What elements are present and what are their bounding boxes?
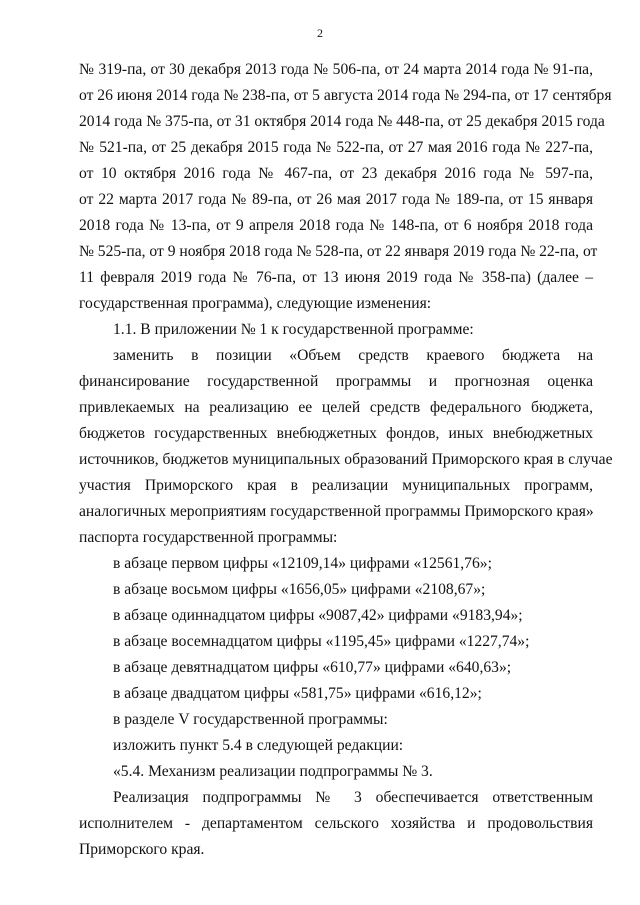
text-line: заменить в позиции «Объем средств краевого бюджета на [113,347,593,364]
text-line: от 26 июня 2014 года № 238-па, от 5 августа 2014 года № 294-па, от 17 сентября [79,87,612,104]
text-line: в разделе V государственной программы: [113,711,388,728]
text-line: в абзаце восьмом цифры «1656,05» цифрами «2108,67»; [113,581,486,598]
text-line: изложить пункт 5.4 в следующей редакции: [113,737,404,754]
text-line: бюджетов государственных внебюджетных фондов, иных внебюджетных [79,425,593,442]
text-line: № 521-па, от 25 декабря 2015 года № 522-па, от 27 мая 2016 года № 227-па, [79,139,593,156]
text-line: Приморского края. [79,841,205,858]
page-number: 2 [317,26,323,40]
text-line: 11 февраля 2019 года № 76-па, от 13 июня 2019 года № 358-па) (далее – [79,269,593,286]
text-line: аналогичных мероприятиям государственной программы Приморского края» [79,503,594,520]
text-line: государственная программа), следующие изменения: [79,295,432,312]
text-line: от 22 марта 2017 года № 89-па, от 26 мая 2017 года № 189-па, от 15 января [79,191,593,208]
text-line: паспорта государственной программы: [79,529,338,546]
text-line: участия Приморского края в реализации муниципальных программ, [79,477,593,494]
text-line: в абзаце первом цифры «12109,14» цифрами «12561,76»; [113,555,492,572]
text-line: в абзаце двадцатом цифры «581,75» цифрами «616,12»; [113,685,482,702]
text-line: Реализация подпрограммы № 3 обеспечивается ответственным [113,789,593,806]
text-line: в абзаце девятнадцатом цифры «610,77» цифрами «640,63»; [113,659,512,676]
text-line: исполнителем - департаментом сельского хозяйства и продовольствия [79,815,593,832]
text-line: № 525-па, от 9 ноября 2018 года № 528-па, от 22 января 2019 года № 22-па, от [79,243,598,260]
text-line: «5.4. Механизм реализации подпрограммы № 3. [113,763,433,780]
text-line: источников, бюджетов муниципальных образований Приморского края в случае [79,451,613,468]
text-line: в абзаце одиннадцатом цифры «9087,42» цифрами «9183,94»; [113,607,523,624]
text-line: № 319-па, от 30 декабря 2013 года № 506-па, от 24 марта 2014 года № 91-па, [79,61,593,78]
text-line: от 10 октября 2016 года № 467-па, от 23 декабря 2016 года № 597-па, [79,165,593,182]
text-line: 2018 года № 13-па, от 9 апреля 2018 года № 148-па, от 6 ноября 2018 года [79,217,593,234]
text-line: привлекаемых на реализацию ее целей средств федерального бюджета, [79,399,593,416]
text-line: в абзаце восемнадцатом цифры «1195,45» цифрами «1227,74»; [113,633,530,650]
text-line: 1.1. В приложении № 1 к государственной программе: [113,321,474,338]
text-line: 2014 года № 375-па, от 31 октября 2014 года № 448-па, от 25 декабря 2015 года [79,113,605,130]
text-line: финансирование государственной программы и прогнозная оценка [79,373,593,390]
